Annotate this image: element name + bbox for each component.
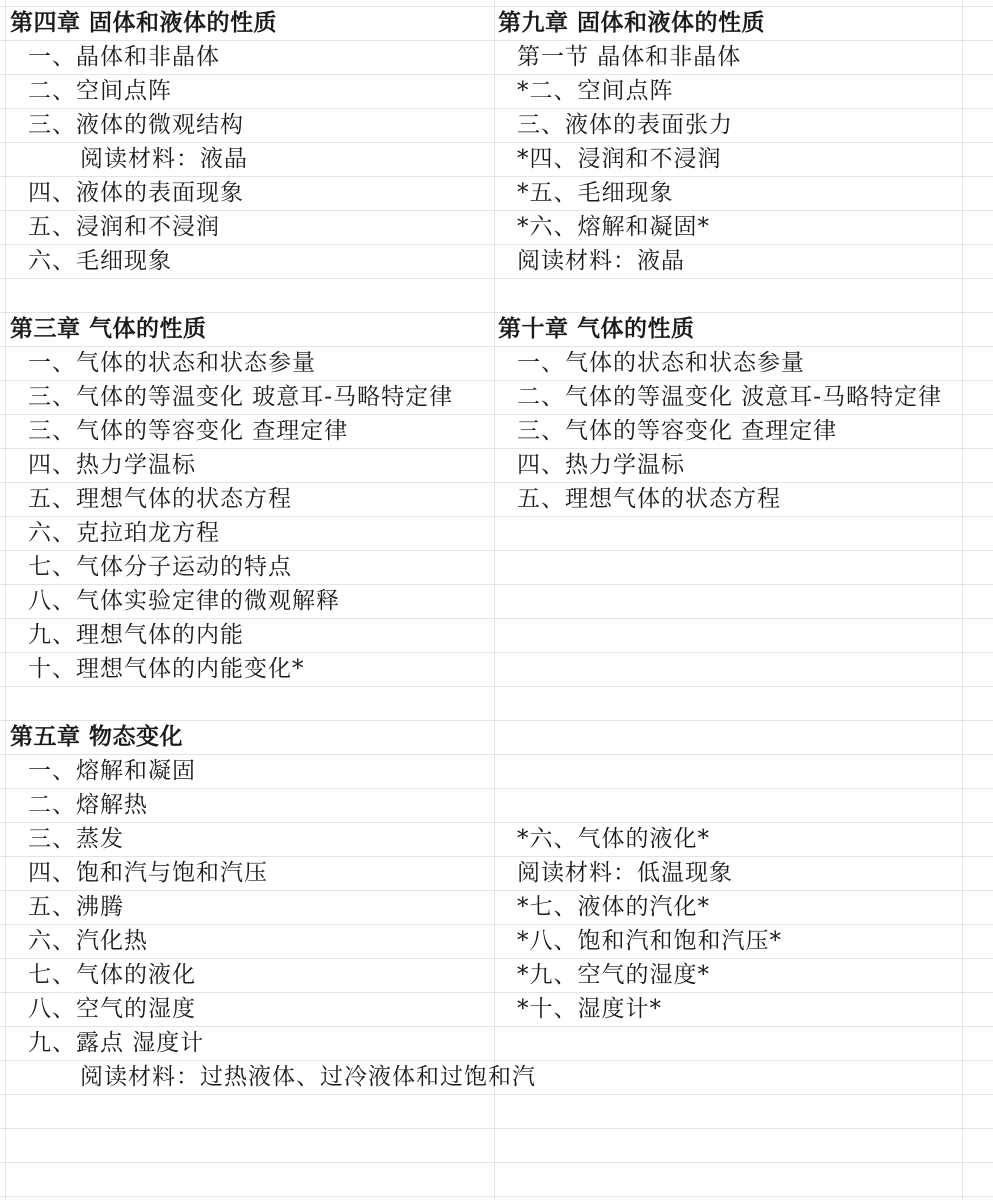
- chapter-10-item[interactable]: 一、气体的状态和状态参量: [517, 350, 805, 376]
- chapter-10-item[interactable]: 五、理想气体的状态方程: [517, 486, 781, 512]
- chapter-5-item[interactable]: 三、蒸发: [28, 826, 124, 852]
- chapter-3-item[interactable]: 十、理想气体的内能变化*: [28, 656, 305, 682]
- chapter-10-title[interactable]: 第十章 气体的性质: [498, 316, 695, 342]
- chapter-3-item[interactable]: 八、气体实验定律的微观解释: [28, 588, 340, 614]
- chapter-3-title[interactable]: 第三章 气体的性质: [10, 316, 207, 342]
- chapter-5-reading[interactable]: 阅读材料：过热液体、过冷液体和过饱和汽: [80, 1064, 536, 1090]
- chapter-3-item[interactable]: 九、理想气体的内能: [28, 622, 244, 648]
- chapter-4-item[interactable]: 六、毛细现象: [28, 248, 172, 274]
- chapter-4-item[interactable]: 三、液体的微观结构: [28, 112, 244, 138]
- chapter-9-item[interactable]: *六、熔解和凝固*: [517, 214, 710, 240]
- chapter-10-item[interactable]: 三、气体的等容变化 查理定律: [517, 418, 838, 444]
- row-divider: [0, 1162, 993, 1163]
- chapter-3-item[interactable]: 一、气体的状态和状态参量: [28, 350, 316, 376]
- row-divider: [0, 278, 993, 279]
- row-divider: [0, 1094, 993, 1095]
- chapter-9-item[interactable]: 三、液体的表面张力: [517, 112, 733, 138]
- row-divider: [0, 1196, 993, 1197]
- chapter-9-item[interactable]: 第一节 晶体和非晶体: [517, 44, 742, 70]
- chapter-4-item[interactable]: 一、晶体和非晶体: [28, 44, 220, 70]
- chapter-9-reading[interactable]: 阅读材料：液晶: [517, 248, 685, 274]
- chapter-9-title[interactable]: 第九章 固体和液体的性质: [498, 10, 766, 36]
- chapter-10-item[interactable]: *八、饱和汽和饱和汽压*: [517, 928, 782, 954]
- chapter-10-item[interactable]: *十、湿度计*: [517, 996, 662, 1022]
- chapter-5-item[interactable]: 八、空气的湿度: [28, 996, 196, 1022]
- chapter-4-reading[interactable]: 阅读材料：液晶: [80, 146, 248, 172]
- chapter-9-item[interactable]: *四、浸润和不浸润: [517, 146, 722, 172]
- column-divider: [494, 0, 495, 1200]
- row-divider: [0, 890, 993, 891]
- chapter-3-item[interactable]: 三、气体的等温变化 玻意耳-马略特定律: [28, 384, 454, 410]
- chapter-4-item[interactable]: 四、液体的表面现象: [28, 180, 244, 206]
- chapter-5-item[interactable]: 一、熔解和凝固: [28, 758, 196, 784]
- chapter-10-item[interactable]: *六、气体的液化*: [517, 826, 710, 852]
- chapter-5-title[interactable]: 第五章 物态变化: [10, 724, 184, 750]
- chapter-5-item[interactable]: 九、露点 湿度计: [28, 1030, 205, 1056]
- chapter-4-title[interactable]: 第四章 固体和液体的性质: [10, 10, 278, 36]
- column-divider: [962, 0, 963, 1200]
- column-divider: [5, 0, 6, 1200]
- row-divider: [0, 686, 993, 687]
- chapter-3-item[interactable]: 四、热力学温标: [28, 452, 196, 478]
- chapter-9-item[interactable]: *五、毛细现象: [517, 180, 674, 206]
- chapter-3-item[interactable]: 三、气体的等容变化 查理定律: [28, 418, 349, 444]
- chapter-10-reading[interactable]: 阅读材料：低温现象: [517, 860, 733, 886]
- row-divider: [0, 924, 993, 925]
- row-divider: [0, 1128, 993, 1129]
- chapter-10-item[interactable]: *九、空气的湿度*: [517, 962, 710, 988]
- chapter-5-item[interactable]: 六、汽化热: [28, 928, 148, 954]
- row-divider: [0, 822, 993, 823]
- chapter-4-item[interactable]: 五、浸润和不浸润: [28, 214, 220, 240]
- chapter-5-item[interactable]: 五、沸腾: [28, 894, 124, 920]
- chapter-5-item[interactable]: 四、饱和汽与饱和汽压: [28, 860, 268, 886]
- chapter-10-item[interactable]: *七、液体的汽化*: [517, 894, 710, 920]
- chapter-9-item[interactable]: *二、空间点阵: [517, 78, 674, 104]
- chapter-5-item[interactable]: 七、气体的液化: [28, 962, 196, 988]
- chapter-10-item[interactable]: 二、气体的等温变化 波意耳-马略特定律: [517, 384, 943, 410]
- chapter-5-item[interactable]: 二、熔解热: [28, 792, 148, 818]
- chapter-10-item[interactable]: 四、热力学温标: [517, 452, 685, 478]
- chapter-3-item[interactable]: 五、理想气体的状态方程: [28, 486, 292, 512]
- row-divider: [0, 788, 993, 789]
- chapter-4-item[interactable]: 二、空间点阵: [28, 78, 172, 104]
- chapter-3-item[interactable]: 六、克拉珀龙方程: [28, 520, 220, 546]
- chapter-3-item[interactable]: 七、气体分子运动的特点: [28, 554, 292, 580]
